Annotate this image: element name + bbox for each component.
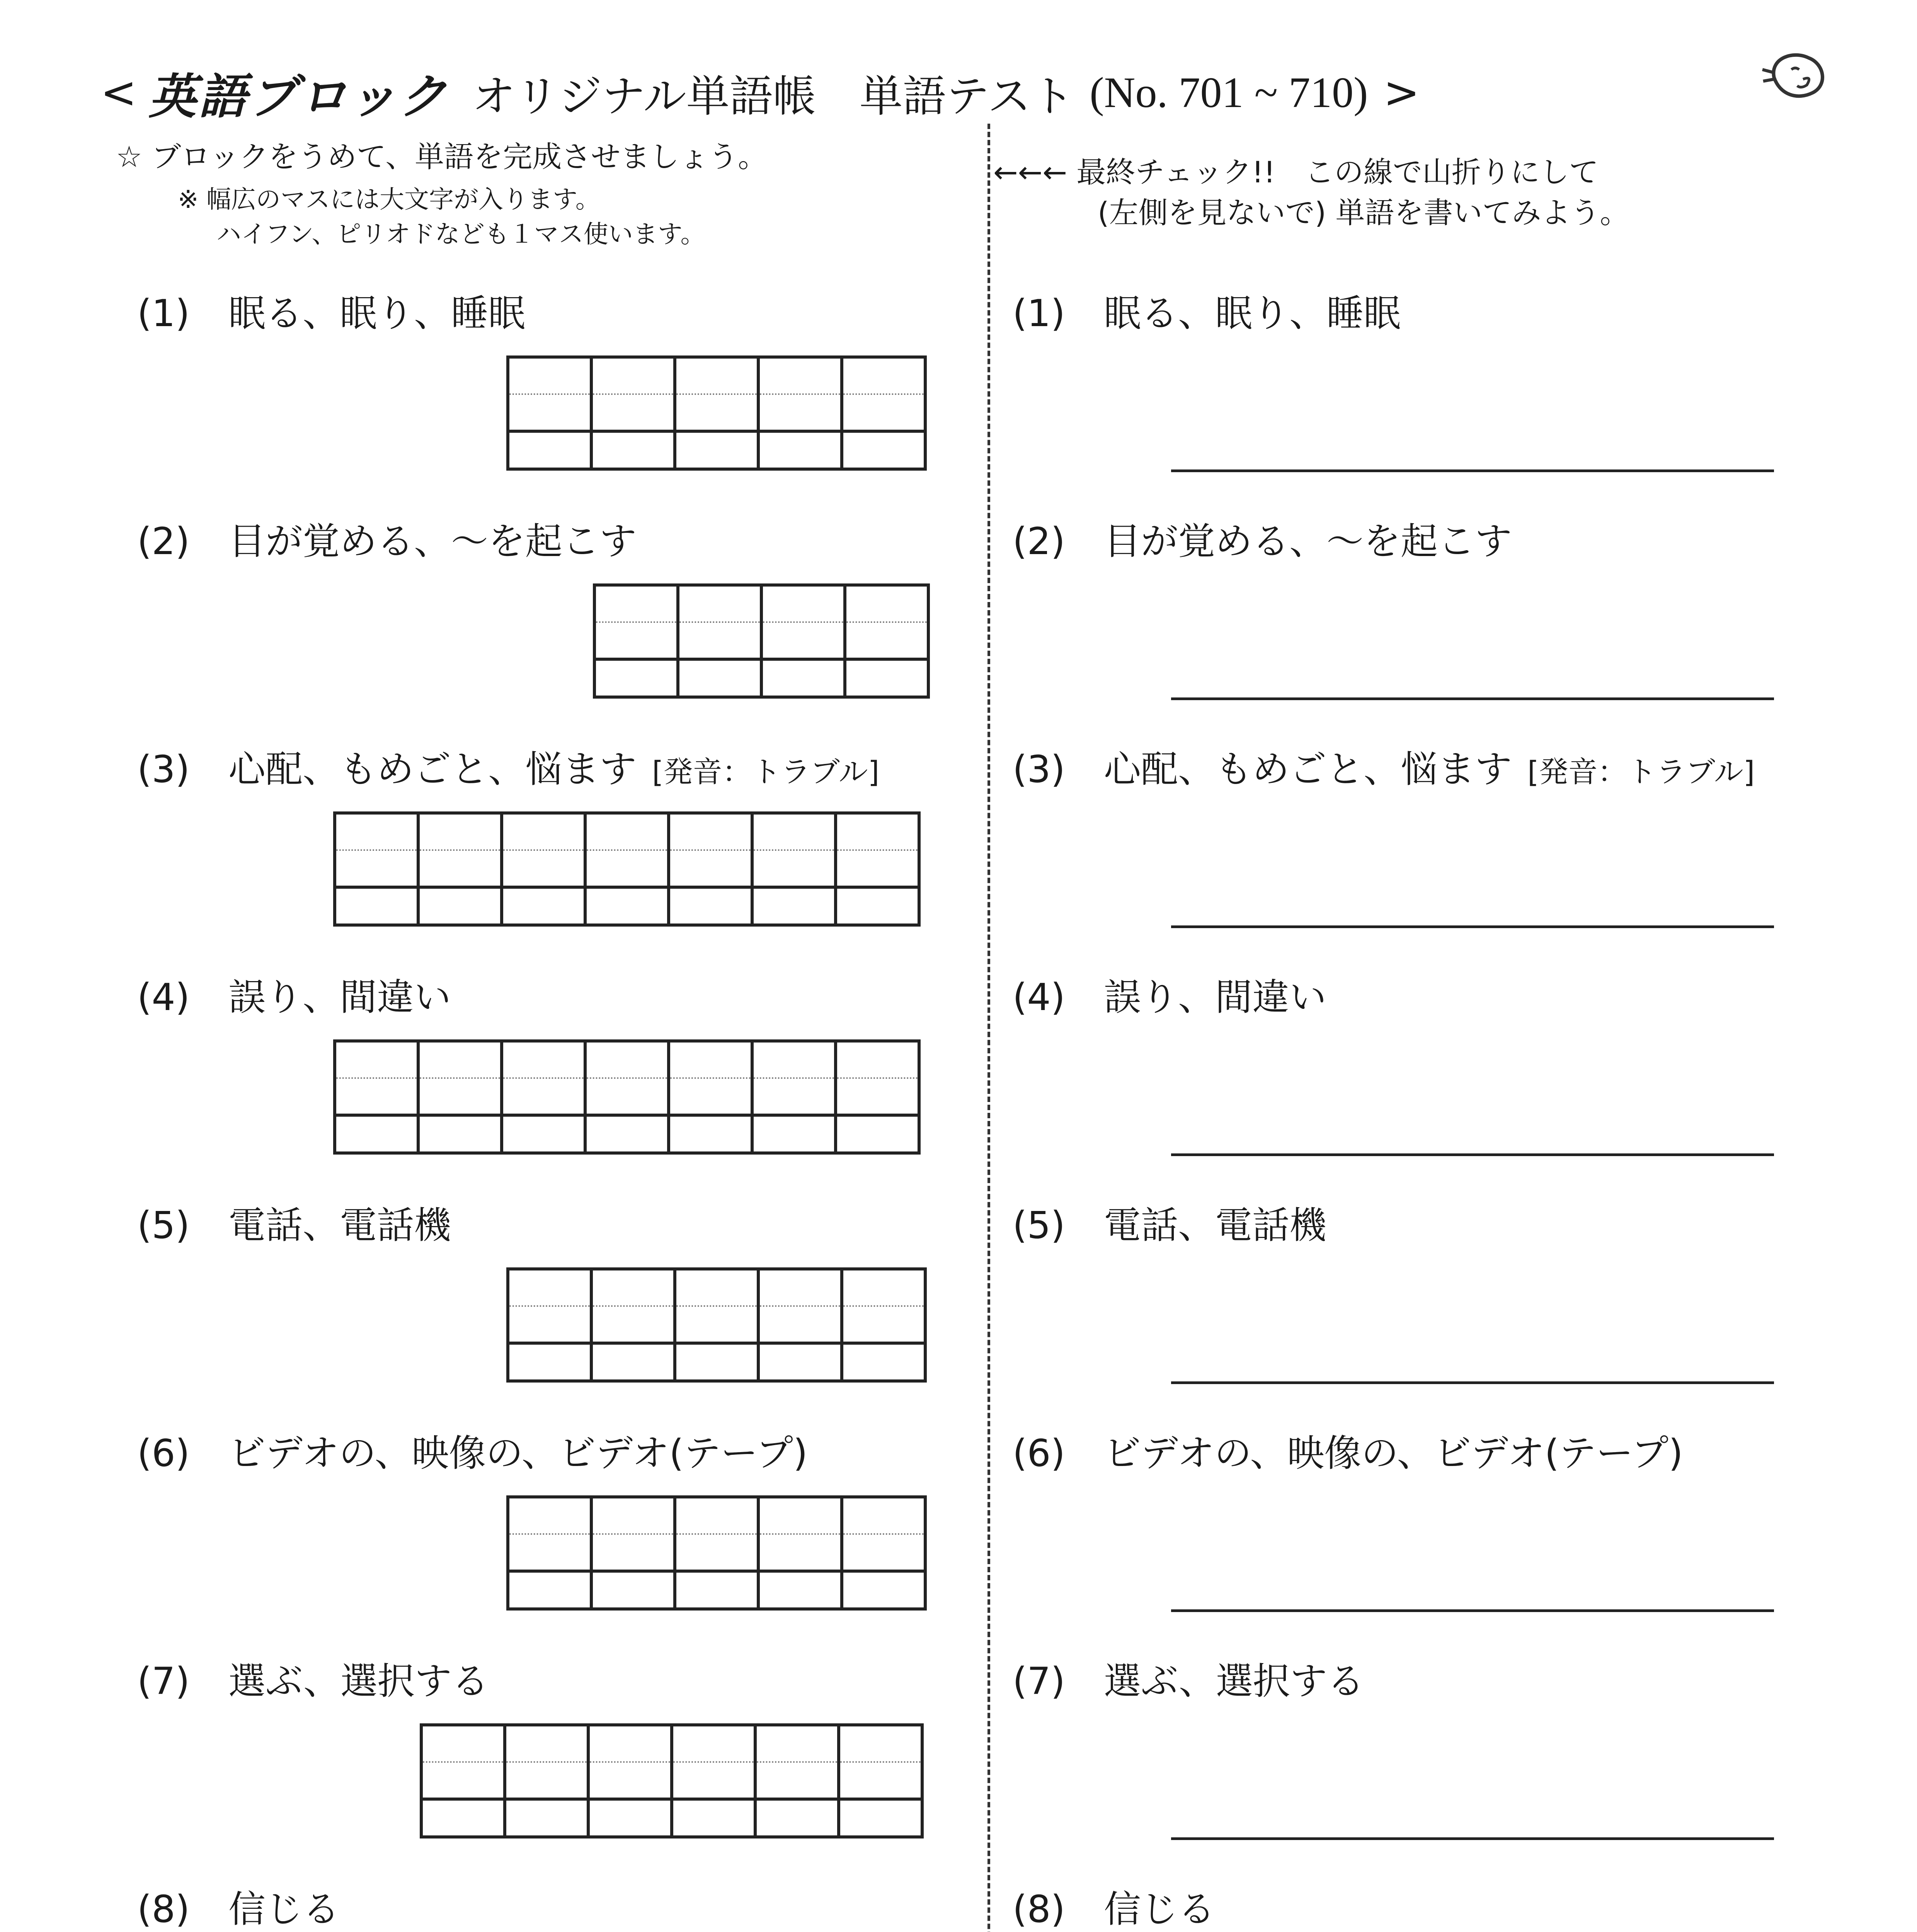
letter-cell[interactable] [508, 1343, 591, 1381]
letter-cell[interactable] [418, 1078, 502, 1115]
question-text: 誤り、間違い [228, 976, 451, 1019]
letter-cell[interactable] [758, 357, 842, 394]
answer-writing-line-2[interactable] [1171, 697, 1774, 700]
letter-cell[interactable] [421, 1725, 505, 1762]
letter-cell[interactable] [758, 1534, 842, 1571]
question-left-7 [137, 1652, 489, 1705]
question-number: (5) [137, 1204, 190, 1247]
letter-block-grid-3[interactable] [333, 811, 921, 927]
brand-logo-text: 英語ブロック [148, 69, 449, 125]
question-left-1 [137, 284, 525, 337]
question-number: (1) [137, 292, 190, 335]
letter-cell[interactable] [755, 1762, 839, 1799]
letter-cell[interactable] [502, 1115, 585, 1153]
letter-cell[interactable] [669, 887, 752, 925]
letter-cell[interactable] [758, 1343, 842, 1381]
letter-cell[interactable] [418, 850, 502, 887]
letter-cell[interactable] [591, 431, 675, 469]
title-open-bracket: < [100, 68, 137, 118]
question-text: ビデオの、映像の、ビデオ(テープ) [1103, 1432, 1683, 1475]
letter-cell[interactable] [678, 585, 761, 622]
question-text: 選ぶ、選択する [1103, 1660, 1364, 1703]
letter-cell[interactable] [585, 1115, 669, 1153]
letter-cell[interactable] [842, 1306, 925, 1343]
letter-cell[interactable] [752, 1041, 836, 1078]
letter-cell[interactable] [755, 1799, 839, 1837]
letter-cell[interactable] [335, 813, 418, 850]
letter-cell[interactable] [505, 1762, 588, 1799]
letter-cell[interactable] [502, 813, 585, 850]
instruction-right-sub: (左側を見ないで) 単語を書いてみよう。 [1098, 196, 1629, 230]
question-text: 信じる [1103, 1888, 1215, 1931]
letter-cell[interactable] [421, 1799, 505, 1837]
letter-cell[interactable] [836, 1115, 919, 1153]
question-text: 選ぶ、選択する [228, 1660, 489, 1703]
question-number: (3) [1013, 748, 1065, 791]
letter-cell[interactable] [836, 887, 919, 925]
question-right-7 [1013, 1652, 1364, 1705]
answer-writing-line-1[interactable] [1171, 469, 1774, 472]
question-left-3 [137, 740, 879, 793]
letter-cell[interactable] [591, 1497, 675, 1534]
smiling-face-icon [1759, 43, 1836, 104]
question-number: (4) [1013, 976, 1065, 1019]
question-text: ビデオの、映像の、ビデオ(テープ) [228, 1432, 808, 1475]
letter-cell[interactable] [842, 1269, 925, 1306]
letter-cell[interactable] [594, 585, 678, 622]
letter-cell[interactable] [836, 850, 919, 887]
letter-cell[interactable] [669, 1115, 752, 1153]
fold-dashed-line [987, 124, 990, 1932]
letter-cell[interactable] [502, 850, 585, 887]
title-close-bracket: > [1383, 68, 1420, 118]
letter-cell[interactable] [588, 1762, 672, 1799]
question-number: (7) [1013, 1660, 1065, 1703]
letter-cell[interactable] [591, 1343, 675, 1381]
answer-writing-line-3[interactable] [1171, 925, 1774, 928]
letter-cell[interactable] [508, 1534, 591, 1571]
letter-cell[interactable] [842, 1571, 925, 1609]
letter-cell[interactable] [839, 1799, 922, 1837]
letter-cell[interactable] [585, 1041, 669, 1078]
letter-cell[interactable] [675, 1269, 758, 1306]
instruction-right: ←←← 最終チェック!! この線で山折りにして [993, 155, 1599, 189]
letter-cell[interactable] [678, 659, 761, 697]
letter-cell[interactable] [758, 431, 842, 469]
letter-cell[interactable] [591, 1571, 675, 1609]
letter-cell[interactable] [675, 431, 758, 469]
question-text: 信じる [228, 1888, 340, 1931]
letter-cell[interactable] [418, 1115, 502, 1153]
letter-cell[interactable] [585, 813, 669, 850]
letter-cell[interactable] [335, 1115, 418, 1153]
letter-cell[interactable] [675, 1306, 758, 1343]
letter-cell[interactable] [335, 1078, 418, 1115]
letter-cell[interactable] [752, 1078, 836, 1115]
letter-cell[interactable] [335, 1041, 418, 1078]
letter-cell[interactable] [585, 1078, 669, 1115]
pronunciation-hint: [発音：トラブル] [1527, 755, 1755, 789]
question-number: (3) [137, 748, 190, 791]
letter-cell[interactable] [842, 394, 925, 431]
question-right-1 [1013, 284, 1401, 337]
letter-cell[interactable] [585, 887, 669, 925]
letter-cell[interactable] [588, 1725, 672, 1762]
letter-cell[interactable] [839, 1725, 922, 1762]
letter-cell[interactable] [675, 1571, 758, 1609]
answer-writing-line-6[interactable] [1171, 1609, 1774, 1612]
question-number: (7) [137, 1660, 190, 1703]
letter-cell[interactable] [842, 431, 925, 469]
letter-cell[interactable] [758, 1497, 842, 1534]
letter-cell[interactable] [508, 394, 591, 431]
letter-cell[interactable] [839, 1762, 922, 1799]
question-number: (2) [1013, 520, 1065, 563]
letter-cell[interactable] [505, 1799, 588, 1837]
question-text: 眠る、眠り、睡眠 [1103, 292, 1401, 335]
letter-block-grid-1[interactable] [506, 355, 927, 471]
letter-cell[interactable] [845, 659, 928, 697]
letter-cell[interactable] [421, 1762, 505, 1799]
letter-cell[interactable] [842, 1534, 925, 1571]
letter-cell[interactable] [761, 659, 845, 697]
letter-cell[interactable] [672, 1725, 755, 1762]
letter-block-grid-2[interactable] [593, 583, 930, 699]
letter-cell[interactable] [758, 1571, 842, 1609]
question-text: 心配、もめごと、悩ます [1103, 748, 1512, 791]
question-left-2 [137, 512, 637, 565]
letter-cell[interactable] [508, 431, 591, 469]
letter-cell[interactable] [508, 357, 591, 394]
letter-cell[interactable] [335, 887, 418, 925]
letter-cell[interactable] [505, 1725, 588, 1762]
letter-cell[interactable] [672, 1799, 755, 1837]
instruction-note-hyphens: ハイフン、ピリオドなども１マス使います。 [216, 220, 705, 249]
instruction-left: ☆ ブロックをうめて、単語を完成させましょう。 [116, 139, 768, 174]
letter-block-grid-6[interactable] [506, 1495, 927, 1611]
title-text: オリジナル単語帳 単語テスト [472, 71, 1074, 122]
letter-cell[interactable] [752, 887, 836, 925]
question-right-5 [1013, 1196, 1326, 1249]
letter-cell[interactable] [585, 850, 669, 887]
letter-cell[interactable] [591, 1269, 675, 1306]
letter-cell[interactable] [591, 1306, 675, 1343]
question-text: 誤り、間違い [1103, 976, 1326, 1019]
letter-cell[interactable] [758, 1269, 842, 1306]
question-text: 眠る、眠り、睡眠 [228, 292, 525, 335]
question-right-8 [1013, 1880, 1215, 1932]
letter-block-grid-7[interactable] [420, 1723, 924, 1838]
question-number: (5) [1013, 1204, 1065, 1247]
letter-cell[interactable] [675, 1343, 758, 1381]
question-number: (8) [137, 1888, 190, 1931]
letter-cell[interactable] [836, 1078, 919, 1115]
letter-cell[interactable] [508, 1306, 591, 1343]
question-left-5 [137, 1196, 451, 1249]
letter-cell[interactable] [669, 1078, 752, 1115]
question-text: 電話、電話機 [1103, 1204, 1326, 1247]
pronunciation-hint: [発音：トラブル] [652, 755, 880, 789]
answer-writing-line-4[interactable] [1171, 1153, 1774, 1156]
question-number: (8) [1013, 1888, 1065, 1931]
question-right-4 [1013, 968, 1326, 1021]
title-range: (No. 701 ~ 710) [1090, 68, 1368, 117]
letter-cell[interactable] [502, 1078, 585, 1115]
question-number: (2) [137, 520, 190, 563]
question-left-4 [137, 968, 451, 1021]
question-left-6 [137, 1424, 808, 1477]
question-right-6 [1013, 1424, 1683, 1477]
answer-writing-line-5[interactable] [1171, 1381, 1774, 1384]
question-text: 目が覚める、～を起こす [1103, 520, 1512, 563]
letter-cell[interactable] [758, 394, 842, 431]
letter-cell[interactable] [669, 850, 752, 887]
letter-cell[interactable] [755, 1725, 839, 1762]
question-right-2 [1013, 512, 1512, 565]
letter-cell[interactable] [675, 357, 758, 394]
question-text: 心配、もめごと、悩ます [228, 748, 637, 791]
letter-cell[interactable] [502, 887, 585, 925]
letter-cell[interactable] [669, 813, 752, 850]
letter-cell[interactable] [588, 1799, 672, 1837]
letter-cell[interactable] [502, 1041, 585, 1078]
letter-cell[interactable] [672, 1762, 755, 1799]
letter-cell[interactable] [669, 1041, 752, 1078]
letter-cell[interactable] [508, 1497, 591, 1534]
question-left-8 [137, 1880, 340, 1932]
letter-cell[interactable] [761, 622, 845, 659]
letter-cell[interactable] [418, 813, 502, 850]
question-number: (1) [1013, 292, 1065, 335]
question-text: 目が覚める、～を起こす [228, 520, 637, 563]
letter-cell[interactable] [675, 394, 758, 431]
letter-cell[interactable] [508, 1269, 591, 1306]
letter-cell[interactable] [591, 1534, 675, 1571]
letter-cell[interactable] [761, 585, 845, 622]
letter-cell[interactable] [678, 622, 761, 659]
instruction-note-capitals: ※ 幅広のマスには大文字が入ります。 [178, 185, 600, 214]
answer-writing-line-7[interactable] [1171, 1837, 1774, 1840]
letter-cell[interactable] [594, 659, 678, 697]
letter-cell[interactable] [752, 813, 836, 850]
letter-cell[interactable] [418, 1041, 502, 1078]
letter-cell[interactable] [418, 887, 502, 925]
question-number: (6) [137, 1432, 190, 1475]
letter-cell[interactable] [845, 622, 928, 659]
letter-cell[interactable] [591, 394, 675, 431]
question-number: (6) [1013, 1432, 1065, 1475]
letter-cell[interactable] [845, 585, 928, 622]
letter-cell[interactable] [591, 357, 675, 394]
letter-block-grid-4[interactable] [333, 1039, 921, 1155]
question-text: 電話、電話機 [228, 1204, 451, 1247]
question-right-3 [1013, 740, 1755, 793]
question-number: (4) [137, 976, 190, 1019]
letter-cell[interactable] [836, 1041, 919, 1078]
letter-cell[interactable] [675, 1534, 758, 1571]
letter-cell[interactable] [758, 1306, 842, 1343]
letter-cell[interactable] [335, 850, 418, 887]
letter-cell[interactable] [836, 813, 919, 850]
letter-block-grid-5[interactable] [506, 1267, 927, 1383]
letter-cell[interactable] [594, 622, 678, 659]
letter-cell[interactable] [842, 357, 925, 394]
letter-cell[interactable] [508, 1571, 591, 1609]
letter-cell[interactable] [752, 850, 836, 887]
page-title [100, 54, 1420, 131]
letter-cell[interactable] [842, 1497, 925, 1534]
letter-cell[interactable] [752, 1115, 836, 1153]
letter-cell[interactable] [842, 1343, 925, 1381]
letter-cell[interactable] [675, 1497, 758, 1534]
